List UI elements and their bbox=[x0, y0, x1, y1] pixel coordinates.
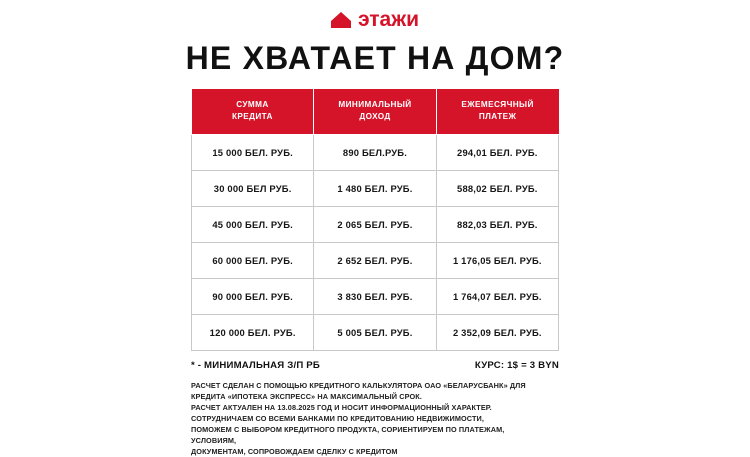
cell-min-income: 5 005 БЕЛ. РУБ. bbox=[314, 314, 436, 350]
cell-monthly-payment: 2 352,09 БЕЛ. РУБ. bbox=[436, 314, 558, 350]
house-icon bbox=[331, 12, 351, 28]
cell-min-income: 890 БЕЛ.РУБ. bbox=[314, 134, 436, 170]
page-title: НЕ ХВАТАЕТ НА ДОМ? bbox=[185, 40, 565, 76]
table-head bbox=[192, 89, 559, 134]
table-header-row bbox=[192, 89, 559, 134]
column-header-line1: СУММА bbox=[236, 100, 269, 109]
table-row bbox=[192, 170, 559, 206]
cell-monthly-payment: 294,01 БЕЛ. РУБ. bbox=[436, 134, 558, 170]
column-header-line2: ДОХОД bbox=[359, 111, 391, 121]
disclaimer-line: СОТРУДНИЧАЕМ СО ВСЕМИ БАНКАМИ ПО КРЕДИТОВАНИЮ НЕДВИЖИМОСТИ, bbox=[191, 414, 485, 424]
cell-monthly-payment: 882,03 БЕЛ. РУБ. bbox=[436, 206, 558, 242]
table-row bbox=[192, 278, 559, 314]
cell-monthly-payment: 1 764,07 БЕЛ. РУБ. bbox=[436, 278, 558, 314]
cell-credit-sum: 60 000 БЕЛ. РУБ. bbox=[192, 242, 314, 278]
disclaimer-line: РАСЧЕТ АКТУАЛЕН НА 13.08.2025 ГОД И НОСИТ ИНФОРМАЦИОННЫЙ ХАРАКТЕР. bbox=[191, 402, 492, 412]
cell-monthly-payment: 588,02 БЕЛ. РУБ. bbox=[436, 170, 558, 206]
column-header-monthly-payment bbox=[436, 89, 558, 134]
cell-credit-sum: 90 000 БЕЛ. РУБ. bbox=[192, 278, 314, 314]
column-header-line2: КРЕДИТА bbox=[231, 111, 273, 121]
note-minimum-salary: * - МИНИМАЛЬНАЯ З/П РБ bbox=[191, 359, 320, 371]
brand-logo bbox=[0, 0, 750, 30]
column-header-min-income bbox=[314, 89, 436, 134]
table-row bbox=[192, 314, 559, 350]
table-body bbox=[192, 134, 559, 350]
table-row bbox=[192, 134, 559, 170]
cell-min-income: 2 652 БЕЛ. РУБ. bbox=[314, 242, 436, 278]
disclaimer-line: ДОКУМЕНТАМ, СОПРОВОЖДАЕМ СДЕЛКУ С КРЕДИТОМ bbox=[191, 447, 398, 457]
cell-credit-sum: 120 000 БЕЛ. РУБ. bbox=[192, 314, 314, 350]
cell-min-income: 2 065 БЕЛ. РУБ. bbox=[314, 206, 436, 242]
column-header-credit-sum bbox=[192, 89, 314, 134]
disclaimer-line: УСЛОВИЯМ, bbox=[191, 436, 237, 446]
disclaimer-line: ПОМОЖЕМ С ВЫБОРОМ КРЕДИТНОГО ПРОДУКТА, СОРИЕНТИРУЕМ ПО ПЛАТЕЖАМ, bbox=[191, 425, 505, 435]
note-exchange-rate: КУРС: 1$ = 3 BYN bbox=[474, 359, 559, 371]
disclaimer-line: КРЕДИТА «ИПОТЕКА ЭКСПРЕСС» НА МАКСИМАЛЬНЫЙ СРОК. bbox=[191, 391, 422, 401]
cell-credit-sum: 45 000 БЕЛ. РУБ. bbox=[192, 206, 314, 242]
column-header-line1: МИНИМАЛЬНЫЙ bbox=[338, 100, 412, 109]
cell-min-income: 1 480 БЕЛ. РУБ. bbox=[314, 170, 436, 206]
column-header-line2: ПЛАТЕЖ bbox=[478, 111, 517, 121]
cell-credit-sum: 30 000 БЕЛ РУБ. bbox=[192, 170, 314, 206]
credit-table-container bbox=[191, 89, 559, 351]
notes-row bbox=[191, 360, 559, 371]
cell-min-income: 3 830 БЕЛ. РУБ. bbox=[314, 278, 436, 314]
disclaimer bbox=[191, 380, 559, 457]
brand-name: этажи bbox=[357, 8, 420, 31]
table-row bbox=[192, 206, 559, 242]
disclaimer-line: РАСЧЕТ СДЕЛАН С ПОМОЩЬЮ КРЕДИТНОГО КАЛЬКУЛЯТОРА ОАО «БЕЛАРУСБАНК» ДЛЯ bbox=[191, 380, 526, 390]
cell-credit-sum: 15 000 БЕЛ. РУБ. bbox=[192, 134, 314, 170]
table-row bbox=[192, 242, 559, 278]
credit-table bbox=[191, 89, 559, 351]
cell-monthly-payment: 1 176,05 БЕЛ. РУБ. bbox=[436, 242, 558, 278]
column-header-line1: ЕЖЕМЕСЯЧНЫЙ bbox=[461, 100, 534, 109]
